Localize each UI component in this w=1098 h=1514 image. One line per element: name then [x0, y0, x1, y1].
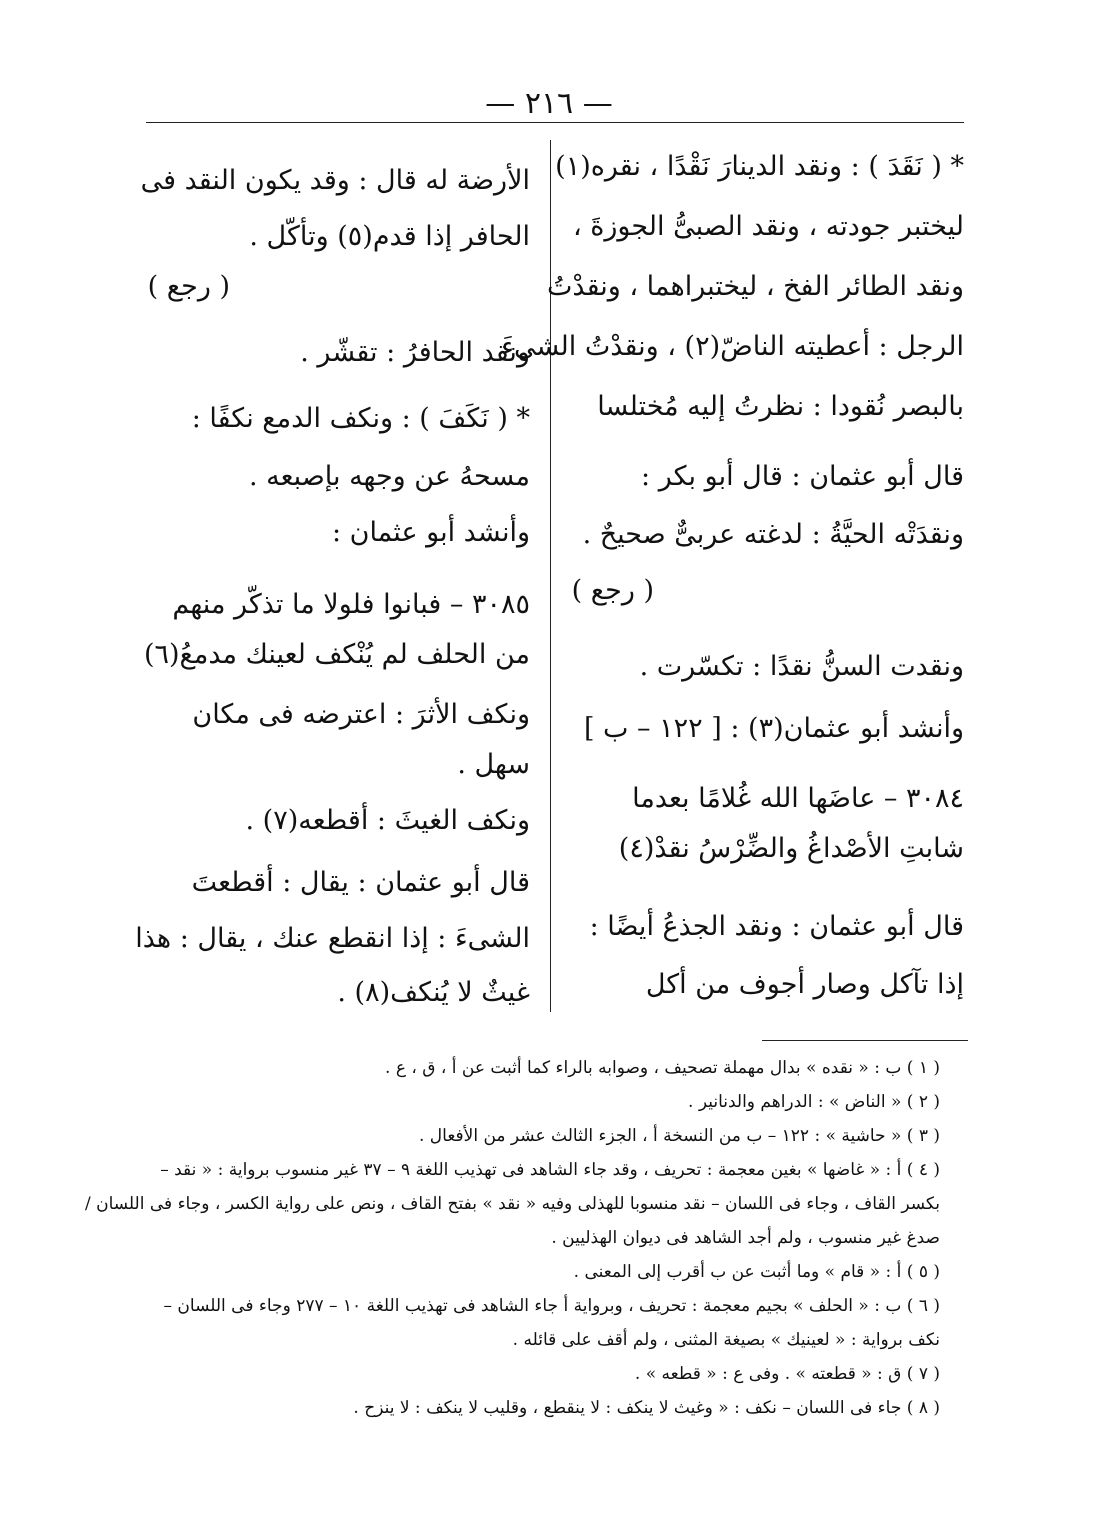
verse-line: ٣٠٨٤ – عاضَها الله غُلامًا بعدما	[632, 783, 964, 814]
text-line: ونقدت السنُّ نقدًا : تكسّرت .	[639, 651, 964, 682]
verse-line: شابتِ الأصْداغُ والضِّرْسُ نقدْ(٤)	[618, 833, 964, 864]
section-marker: ( رجع )	[147, 271, 230, 302]
footnote: ( ٢ ) « الناض » : الدراهم والدنانير .	[688, 1092, 940, 1112]
footnote: نكف برواية : « لعينيك » بصيغة المثنى ، ولم أقف على قائله .	[512, 1330, 940, 1350]
footnote: صدغ غير منسوب ، ولم أجد الشاهد فى ديوان الهذليين .	[551, 1228, 940, 1248]
footnote: ( ٧ ) ق : « قطعته » . وفى ع : « قطعه » .	[634, 1364, 940, 1384]
text-line: وأنشد أبو عثمان :	[331, 517, 530, 548]
text-line: الحافر إذا قدم(٥) وتأكّل .	[249, 221, 530, 252]
footnote: ( ٦ ) ب : « الحلف » بجيم معجمة : تحريف ، وبرواية أ جاء الشاهد فى تهذيب اللغة ١٠ – ٢٧٧ وجاء فى اللسان –	[163, 1296, 940, 1316]
footnote: ( ١ ) ب : « نقده » بدال مهملة تصحيف ، وصوابه بالراء كما أثبت عن أ ، ق ، ع .	[385, 1058, 940, 1078]
text-line: الشىءَ : إذا انقطع عنك ، يقال : هذا	[135, 923, 530, 954]
page-number: — ٢١٦ —	[485, 86, 613, 121]
text-line: مسحهُ عن وجهه بإصبعه .	[249, 461, 530, 492]
text-line: وأنشد أبو عثمان(٣) : [ ١٢٢ – ب ]	[583, 713, 964, 744]
text-line: الرجل : أعطيته الناضّ(٢) ، ونقدْتُ الشىءَ	[501, 331, 964, 362]
text-line: الأرضة له قال : وقد يكون النقد فى	[140, 165, 530, 196]
verse-line: من الحلف لم يُنْكف لعينك مدمعُ(٦)	[143, 639, 530, 670]
verse-line: ٣٠٨٥ – فبانوا فلولا ما تذكّر منهم	[172, 589, 530, 620]
footnote: ( ٣ ) « حاشية » : ١٢٢ – ب من النسخة أ ، الجزء الثالث عشر من الأفعال .	[418, 1126, 940, 1146]
footnote: ( ٨ ) جاء فى اللسان – نكف : « وغيث لا ينكف : لا ينقطع ، وقليب لا ينكف : لا ينزح .	[353, 1398, 940, 1418]
text-line: * ( نَقَدَ ) : ونقد الدينارَ نَقْدًا ، نقره(١)	[555, 151, 964, 182]
text-line: بالبصر نُقودا : نظرتُ إليه مُختلسا	[597, 391, 964, 422]
text-line: ليختبر جودته ، ونقد الصبىُّ الجوزةَ ،	[572, 211, 964, 242]
text-line: غيثٌ لا يُنكف(٨) .	[337, 977, 530, 1008]
text-line: ونقد الحافرُ : تقشّر .	[300, 337, 530, 368]
footnote: بكسر القاف ، وجاء فى اللسان – نقد منسوبا للهذلى وفيه « نقد » بفتح القاف ، ونص على رواية الكسر ، وجاء فى اللسان /	[84, 1194, 940, 1214]
text-line: ونكف الغيثَ : أقطعه(٧) .	[245, 805, 530, 836]
text-line: ونكف الأثرَ : اعترضه فى مكان	[192, 699, 530, 730]
text-line: ونقد الطائر الفخ ، ليختبراهما ، ونقدْتُ	[546, 271, 964, 302]
footnote: ( ٤ ) أ : « غاضها » بغين معجمة : تحريف ، وقد جاء الشاهد فى تهذيب اللغة ٩ – ٣٧ غير منسوب برواية : « نقد –	[160, 1160, 940, 1180]
text-line: * ( نَكَفَ ) : ونكف الدمع نكفًا :	[191, 403, 530, 434]
text-line: سهل .	[457, 749, 530, 780]
text-line: ونقدَتْه الحيَّةُ : لدغته عربىٌّ صحيحٌ .	[582, 519, 964, 550]
section-marker: ( رجع )	[571, 575, 654, 606]
footnote-rule	[762, 1040, 968, 1041]
header-rule	[146, 122, 964, 123]
text-line: إذا تآكل وصار أجوف من أكل	[645, 969, 964, 1000]
text-line: قال أبو عثمان : قال أبو بكر :	[641, 461, 964, 492]
text-line: قال أبو عثمان : يقال : أقطعتَ	[191, 867, 530, 898]
text-line: قال أبو عثمان : ونقد الجذعُ أيضًا :	[589, 911, 964, 942]
footnote: ( ٥ ) أ : « قام » وما أثبت عن ب أقرب إلى المعنى .	[573, 1262, 940, 1282]
